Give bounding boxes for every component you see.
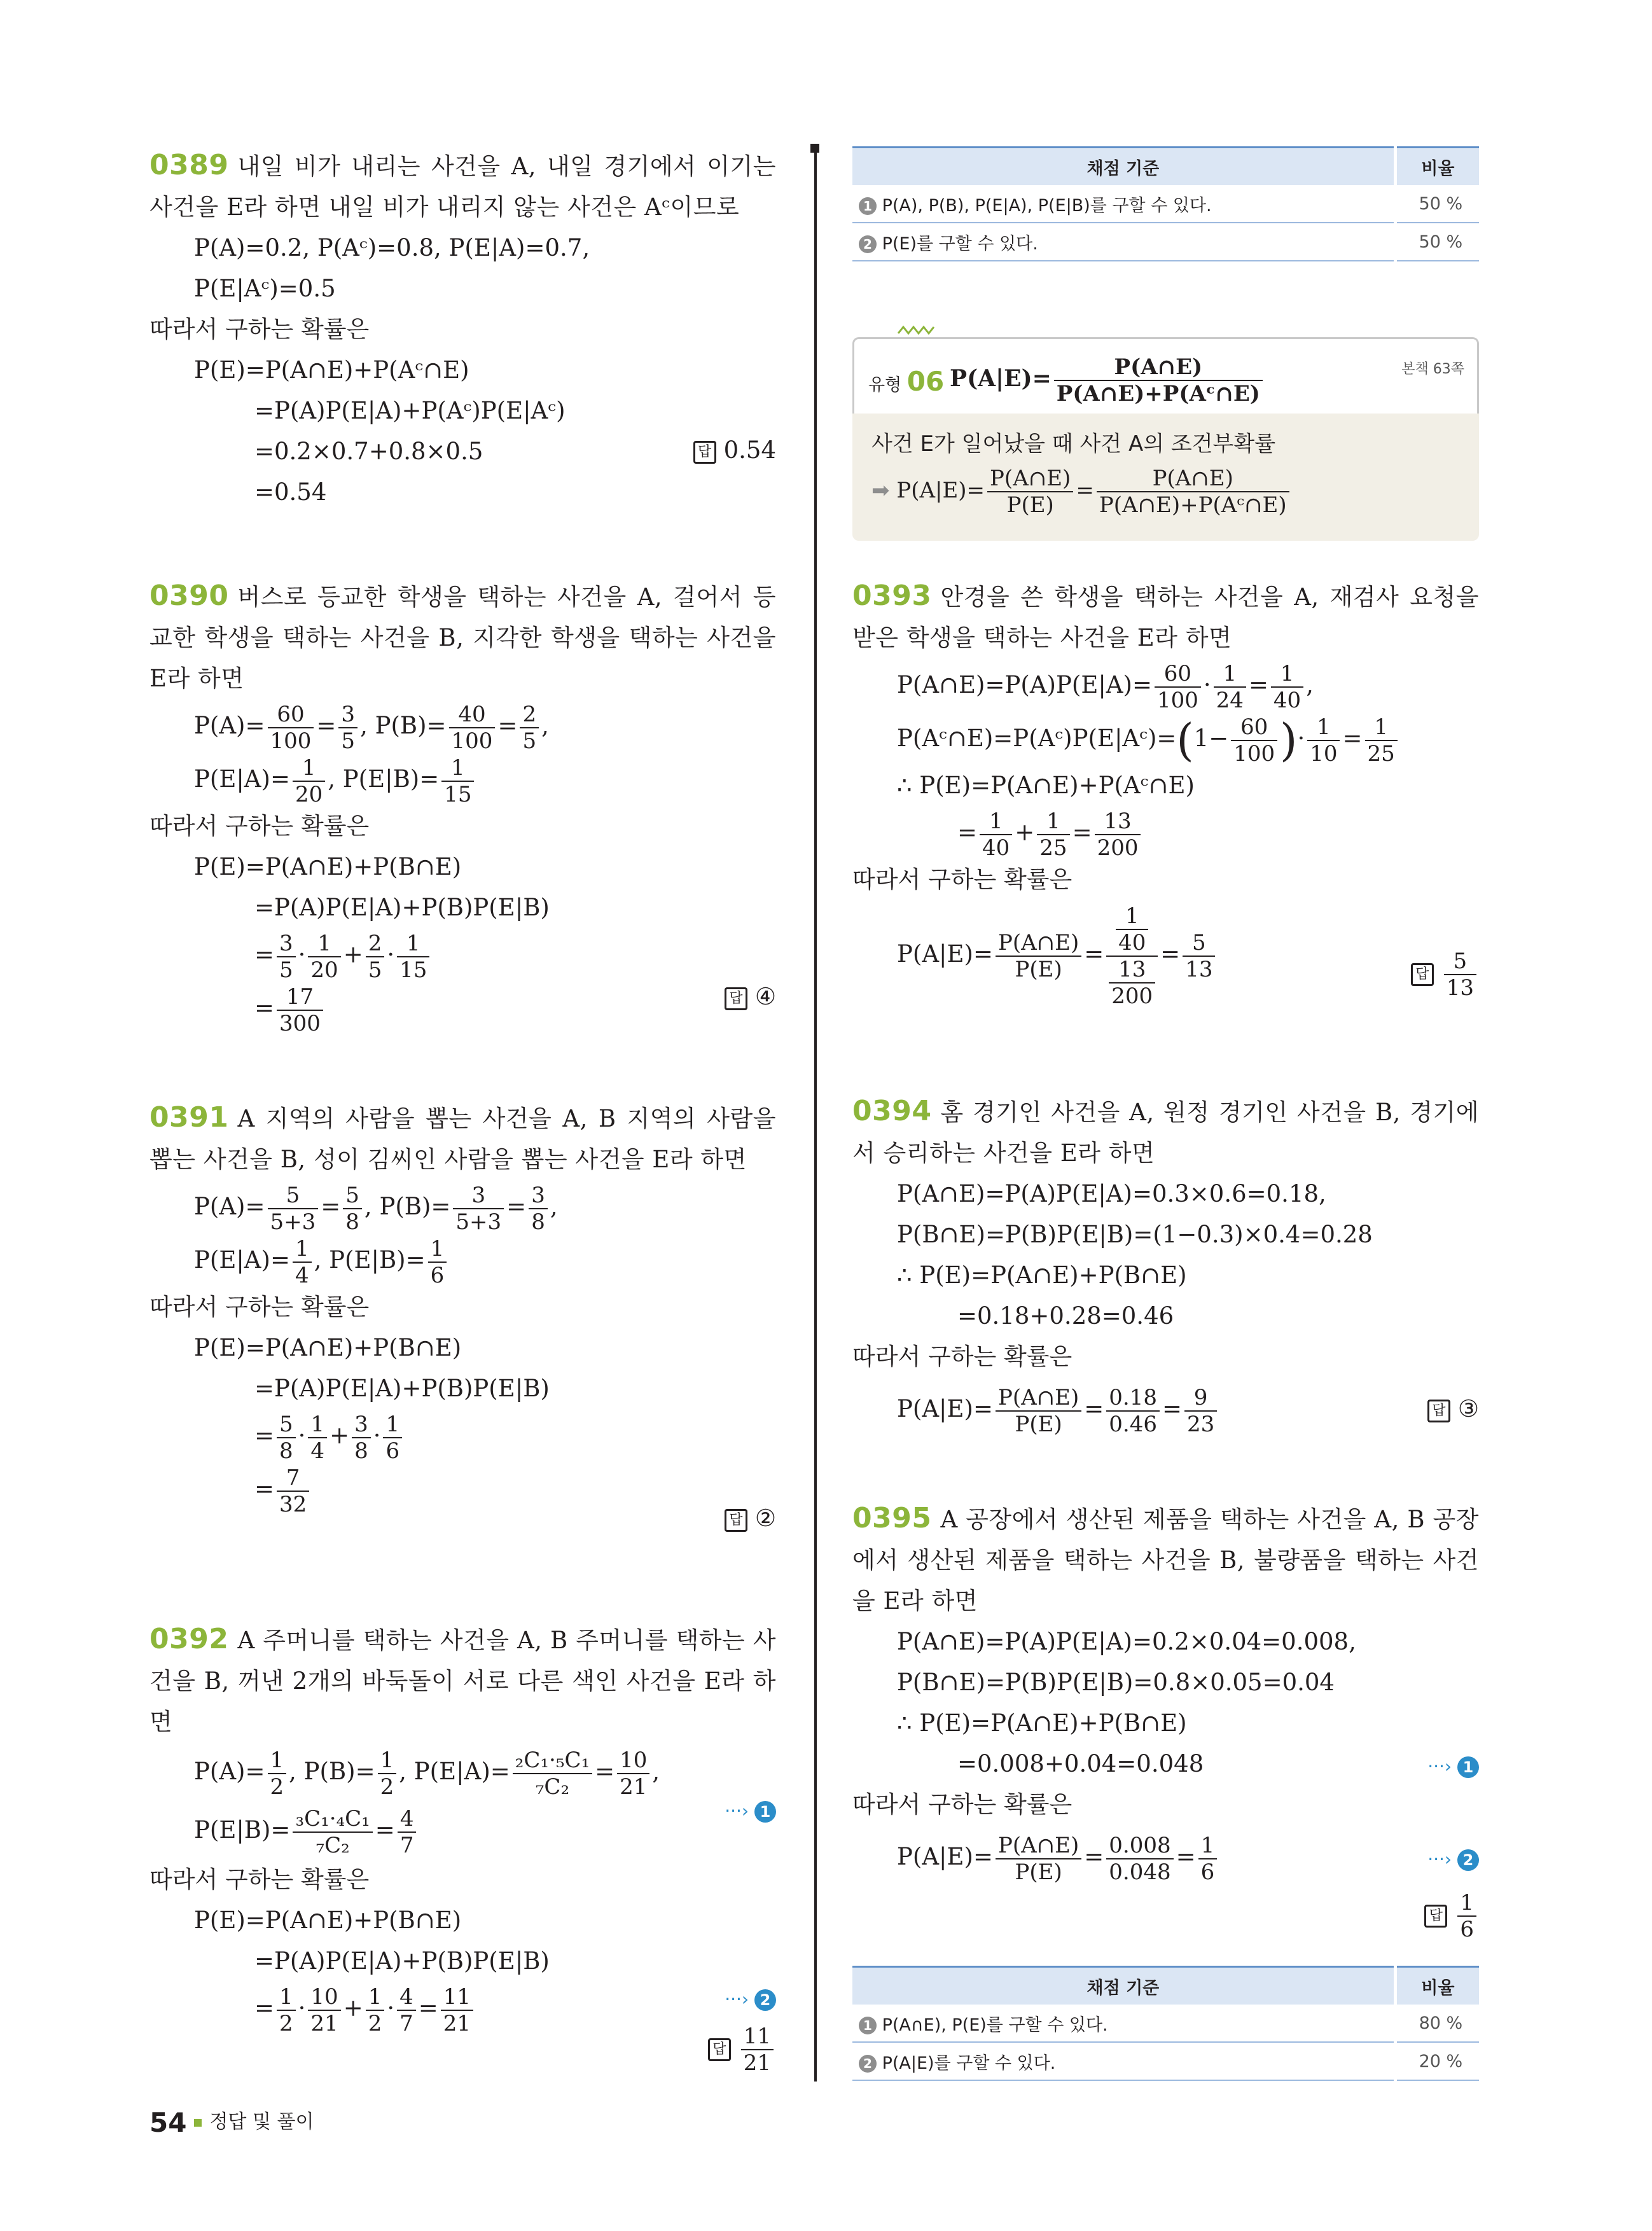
fraction: $\frac{1}{2}$ <box>268 1748 287 1800</box>
problem-0394 <box>852 1091 1479 1441</box>
type-box <box>852 337 1479 541</box>
answer-value: 0.54 <box>723 436 776 464</box>
text-line: 따라서 구하는 확률은 <box>149 1866 370 1893</box>
type-box-body <box>852 414 1479 541</box>
rubric-table <box>852 146 1479 261</box>
problem-intro: 버스로 등교한 학생을 택하는 사건을 A, 걸어서 등교한 학생을 택하는 사건을 B, 지각한 학생을 택하는 사건을 E라 하면 <box>149 583 776 692</box>
equation-line: P(A|E)= $\frac{P(A\cap E)}{P(E)}$ = $\frac{0.008}{0.048}$ = $\frac{1}{6}$ <box>852 1825 1479 1889</box>
equation-line: ∴ P(E)=P(A∩E)+P(Aᶜ∩E) <box>897 772 1195 799</box>
fraction: $\frac{4}{7}$ <box>397 1984 416 2036</box>
equation-line: P(E|A)= $\frac{1}{20}$ , P(E|B)= $\frac{1}{15}$ <box>149 753 776 806</box>
fraction: $\frac{60}{100}$ <box>268 702 314 754</box>
fraction: $\frac{1}{15}$ <box>441 755 474 807</box>
equation-line: P(B∩E)=P(B)P(E|B)=(1−0.3)×0.4=0.28 <box>897 1221 1373 1248</box>
fraction: $\frac{11}{21}$ <box>441 1984 473 2036</box>
fraction: $\frac{1}{24}$ <box>1214 661 1246 713</box>
equation-line: = $\frac{17}{300}$ <box>149 982 776 1035</box>
text-line: 따라서 구하는 확률은 <box>852 1791 1072 1818</box>
footer-title: 정답 및 풀이 <box>209 2111 314 2133</box>
fraction: $\frac{P(A\cap E)}{P(E)}$ <box>996 1385 1081 1437</box>
fraction: $\frac{1}{25}$ <box>1365 714 1398 767</box>
equation-line: P(B∩E)=P(B)P(E|B)=0.8×0.05=0.04 <box>897 1669 1335 1696</box>
page-number: 54 <box>149 2107 187 2138</box>
equation-line: P(E|A)= $\frac{1}{4}$ , P(E|B)= $\frac{1}{6}$ <box>149 1234 776 1287</box>
fraction: $\frac{60}{100}$ <box>1155 661 1201 713</box>
answer-box-icon: 답 <box>693 441 716 464</box>
equation-line: =P(A)P(E|A)+P(B)P(E|B) <box>254 1375 550 1402</box>
problem-0392 <box>149 1619 776 2076</box>
step-marker: ···› 1 <box>1427 1746 1479 1787</box>
fraction: $\frac{1}{15}$ <box>397 931 429 983</box>
problem-number: 0391 <box>149 1101 229 1134</box>
footer-square-icon <box>194 2119 202 2127</box>
problem-number: 0393 <box>852 580 932 612</box>
type-formula-detail: ➡ P(A|E)= $\frac{P(A\cap E)}{P(E)}$ = $\frac{P(A\cap E)}{\text{P(A∩E)+P(Aᶜ∩E)}}$ <box>871 466 1292 518</box>
type-description: 사건 E가 일어났을 때 사건 A의 조건부확률 <box>871 431 1276 457</box>
equation-line: P(E)=P(A∩E)+P(B∩E) <box>194 1334 462 1361</box>
answer-box-icon: 답 <box>725 987 747 1010</box>
equation-line: P(A∩E)=P(A)P(E|A)=0.2×0.04=0.008, <box>897 1628 1356 1655</box>
fraction: $\frac{1}{20}$ <box>308 931 340 983</box>
problem-intro: 안경을 쓴 학생을 택하는 사건을 A, 재검사 요청을 받은 학생을 택하는 사건을 E라 하면 <box>852 583 1479 651</box>
rubric-row: 1 P(A), P(B), P(E|A), P(E|B)를 구할 수 있다. 50 % <box>852 185 1479 223</box>
text-line: 따라서 구하는 확률은 <box>149 316 370 343</box>
equation-line: ∴ P(E)=P(A∩E)+P(B∩E) <box>897 1261 1187 1289</box>
step-marker-icon: 2 <box>859 235 877 253</box>
equation-line: P(A|E)= $\frac{P(A\cap E)}{P(E)}$ = $\frac{\frac{1}{40}}{\frac{13}{200}}$ = $\frac{5}{13}$ <box>852 900 1479 1008</box>
answer <box>725 976 776 1017</box>
fraction: $\frac{40}{100}$ <box>449 702 496 754</box>
fraction: $\frac{17}{300}$ <box>277 984 323 1036</box>
equation-line: =0.008+0.04=0.048 <box>957 1750 1204 1777</box>
fraction: $\frac{10}{21}$ <box>308 1984 340 2036</box>
equation-line: P(E)=P(A∩E)+P(Aᶜ∩E) <box>194 356 469 384</box>
step-marker-icon: 2 <box>1457 1849 1479 1871</box>
fraction: $\frac{0.008}{0.048}$ <box>1106 1833 1173 1885</box>
fraction: $\frac{4}{7}$ <box>398 1806 417 1858</box>
equation-line: = $\frac{1}{40}$ + $\frac{1}{25}$ = $\frac{13}{200}$ <box>852 806 1479 859</box>
answer-value: ③ <box>1457 1395 1479 1422</box>
equation-line: =P(A)P(E|A)+P(Aᶜ)P(E|Aᶜ) <box>254 397 566 424</box>
problem-intro: 홈 경기인 사건을 A, 원정 경기인 사건을 B, 경기에서 승리하는 사건을 E라 하면 <box>852 1099 1479 1167</box>
answer-box-icon: 답 <box>708 2038 731 2061</box>
type-reference: 본책 63쪽 <box>1401 361 1464 377</box>
rubric-header-ratio: 비율 <box>1395 148 1479 186</box>
equation-line: P(E|B)= $\frac{\text{₃C₁·₄C₁}}{\text{₇C₂}}$ = $\frac{4}{7}$ <box>149 1801 776 1859</box>
step-marker: ···› 2 <box>725 1979 776 2020</box>
fraction: $\frac{10}{21}$ <box>617 1748 649 1800</box>
problem-0395 <box>852 1498 1479 1942</box>
step-marker-icon: 1 <box>859 2017 877 2034</box>
answer-fraction: $\frac{1}{6}$ <box>1457 1890 1476 1942</box>
answer-fraction: $\frac{11}{21}$ <box>741 2024 774 2076</box>
fraction: $\frac{3}{5+3}$ <box>453 1183 504 1235</box>
fraction: $\frac{5}{13}$ <box>1183 930 1215 982</box>
answer <box>1427 1389 1479 1429</box>
fraction: $\frac{\text{₂C₁·₅C₁}}{\text{₇C₂}}$ <box>513 1748 592 1800</box>
fraction: $\frac{7}{32}$ <box>277 1465 309 1517</box>
fraction: $\frac{5}{8}$ <box>343 1183 362 1235</box>
rubric-table <box>852 1966 1479 2081</box>
fraction: $\frac{1}{40}$ <box>980 809 1012 861</box>
equation-line: P(E|Aᶜ)=0.5 <box>194 275 336 302</box>
fraction: $\frac{3}{5}$ <box>277 931 296 983</box>
complex-fraction: $\frac{\frac{1}{40}}{\frac{13}{200}}$ <box>1106 903 1158 1009</box>
fraction: $\frac{1}{40}$ <box>1271 661 1303 713</box>
step-marker: ···› 1 <box>725 1791 776 1831</box>
answer <box>708 2024 776 2076</box>
step-marker-icon: 1 <box>1457 1756 1479 1778</box>
equation-line: = $\frac{1}{2}$ · $\frac{10}{21}$ + $\frac{1}{2}$ · $\frac{4}{7}$ = $\frac{11}{21}$ <box>149 1982 776 2035</box>
equation-line: P(A)=0.2, P(Aᶜ)=0.8, P(E|A)=0.7, <box>194 234 590 261</box>
text-line: 따라서 구하는 확률은 <box>852 1343 1072 1370</box>
fraction: $\frac{1}{6}$ <box>1198 1833 1218 1885</box>
equation-line: =0.18+0.28=0.46 <box>957 1302 1174 1330</box>
fraction: $\frac{P(A\cap E)}{P(E)}$ <box>996 1833 1081 1885</box>
answer-value: ④ <box>754 983 776 1010</box>
arrow-right-icon: ➡ <box>871 478 890 503</box>
answer-value: ② <box>754 1505 776 1532</box>
step-marker: ···› 2 <box>1427 1839 1479 1880</box>
rubric-row: 2 P(E)를 구할 수 있다. 50 % <box>852 223 1479 261</box>
fraction: $\frac{1}{20}$ <box>293 755 325 807</box>
problem-intro: A 주머니를 택하는 사건을 A, B 주머니를 택하는 사건을 B, 꺼낸 2개의 바둑돌이 서로 다른 색인 사건을 E라 하면 <box>149 1627 776 1735</box>
column-divider <box>814 148 817 2082</box>
equation-line: P(E)=P(A∩E)+P(B∩E) <box>194 1907 462 1934</box>
fraction: $\frac{1}{2}$ <box>277 1984 296 2036</box>
type-box-header <box>852 337 1479 415</box>
equation-line: =P(A)P(E|A)+P(B)P(E|B) <box>254 894 550 921</box>
answer <box>725 1498 776 1539</box>
equation-line: P(A∩E)=P(A)P(E|A)=0.3×0.6=0.18, <box>897 1180 1326 1207</box>
equation-line: P(A∩E)=P(A)P(E|A)= $\frac{60}{100}$ · $\frac{1}{24}$ = $\frac{1}{40}$ , <box>897 660 1314 713</box>
fraction: $\frac{3}{8}$ <box>529 1183 548 1235</box>
equation-line: =0.2×0.7+0.8×0.5 <box>254 438 483 465</box>
fraction: $\frac{0.18}{0.46}$ <box>1106 1385 1160 1437</box>
rubric-row: 2 P(A|E)를 구할 수 있다. 20 % <box>852 2042 1479 2080</box>
problem-intro: A 공장에서 생산된 제품을 택하는 사건을 A, B 공장에서 생산된 제품을 택하는 사건을 B, 불량품을 택하는 사건을 E라 하면 <box>852 1506 1479 1615</box>
problem-0391 <box>149 1097 776 1532</box>
rubric-row: 1 P(A∩E), P(E)를 구할 수 있다. 80 % <box>852 2005 1479 2042</box>
fraction: $\frac{13}{200}$ <box>1095 809 1141 861</box>
equation-line: = $\frac{3}{5}$ · $\frac{1}{20}$ + $\frac{2}{5}$ · $\frac{1}{15}$ <box>149 928 776 982</box>
fraction: $\frac{1}{6}$ <box>428 1236 447 1288</box>
fraction: $\frac{60}{100}$ <box>1231 714 1277 767</box>
problem-number: 0395 <box>852 1502 932 1534</box>
answer-box-icon: 답 <box>1411 963 1434 986</box>
problem-0390 <box>149 576 776 1035</box>
rubric-header-criteria: 채점 기준 <box>852 148 1395 186</box>
equation-line: = $\frac{7}{32}$ <box>149 1463 776 1516</box>
type-formula: P(A|E)= $\frac{P(A\cap E)}{\text{P(A∩E)+P(Aᶜ∩E)}}$ <box>950 352 1265 407</box>
fraction: $\frac{5}{8}$ <box>277 1412 296 1464</box>
problem-number: 0392 <box>149 1623 229 1655</box>
fraction: $\frac{1}{4}$ <box>293 1236 312 1288</box>
fraction: $\frac{1}{4}$ <box>308 1412 327 1464</box>
fraction: $\frac{9}{23}$ <box>1184 1385 1217 1437</box>
fraction: $\frac{5}{5+3}$ <box>268 1183 319 1235</box>
problem-intro: A 지역의 사람을 뽑는 사건을 A, B 지역의 사람을 뽑는 사건을 B, 성이 김씨인 사람을 뽑는 사건을 E라 하면 <box>149 1105 776 1173</box>
answer-box-icon: 답 <box>1424 1905 1447 1928</box>
fraction: $\frac{3}{8}$ <box>352 1412 371 1464</box>
equation-line: =P(A)P(E|A)+P(B)P(E|B) <box>254 1947 550 1975</box>
problem-number: 0389 <box>149 149 229 181</box>
page-footer <box>149 2106 314 2138</box>
rubric-header-ratio: 비율 <box>1395 1967 1479 2005</box>
fraction: $\frac{1}{6}$ <box>383 1412 402 1464</box>
problem-0393 <box>852 576 1479 1008</box>
fraction: $\frac{2}{5}$ <box>366 931 385 983</box>
problem-number: 0394 <box>852 1095 932 1127</box>
fraction: $\frac{\text{₃C₁·₄C₁}}{\text{₇C₂}}$ <box>293 1806 372 1858</box>
equation-line: P(A)= $\frac{1}{2}$ , P(B)= $\frac{1}{2}$ , P(E|A)= $\frac{\text{₂C₁·₅C₁}}{\text{₇C₂}}$ = $\frac{10}{21}$ , <box>194 1747 660 1800</box>
text-line: 따라서 구하는 확률은 <box>149 812 370 840</box>
equation-line: = $\frac{5}{8}$ · $\frac{1}{4}$ + $\frac{3}{8}$ · $\frac{1}{6}$ <box>149 1409 776 1463</box>
problem-0389 <box>149 145 776 513</box>
type-label: 유형 06 <box>868 366 945 397</box>
fraction: $\frac{2}{5}$ <box>520 702 539 754</box>
answer <box>693 430 776 471</box>
wave-decoration-icon <box>897 323 935 337</box>
rubric-header-criteria: 채점 기준 <box>852 1967 1395 2005</box>
answer <box>1424 1890 1479 1942</box>
step-marker-icon: 1 <box>754 1801 776 1823</box>
equation-line: ∴ P(E)=P(A∩E)+P(B∩E) <box>897 1709 1187 1737</box>
equation-line: P(E)=P(A∩E)+P(B∩E) <box>194 853 462 880</box>
equation-line: P(Aᶜ∩E)=P(Aᶜ)P(E|Aᶜ)=(1− $\frac{60}{100}$ )· $\frac{1}{10}$ = $\frac{1}{25}$ <box>852 712 1479 765</box>
equation-line: P(A)= $\frac{5}{5+3}$ = $\frac{5}{8}$ , P(B)= $\frac{3}{5+3}$ = $\frac{3}{8}$ , <box>194 1182 558 1235</box>
text-line: 따라서 구하는 확률은 <box>852 866 1072 893</box>
fraction: $\frac{1}{2}$ <box>378 1748 397 1800</box>
fraction: $\frac{1}{2}$ <box>366 1984 385 2036</box>
equation-line: P(A|E)= $\frac{P(A\cap E)}{P(E)}$ = $\frac{0.18}{0.46}$ = $\frac{9}{23}$ <box>852 1377 1479 1441</box>
answer <box>1411 949 1479 1001</box>
step-marker-icon: 1 <box>859 197 877 215</box>
fraction: $\frac{1}{25}$ <box>1037 809 1069 861</box>
text-line: 따라서 구하는 확률은 <box>149 1293 370 1321</box>
step-marker-icon: 2 <box>754 1989 776 2011</box>
fraction: $\frac{P(A\cap E)}{P(E)}$ <box>996 930 1081 982</box>
fraction: $\frac{1}{10}$ <box>1307 714 1340 767</box>
answer-box-icon: 답 <box>1427 1400 1450 1422</box>
equation-line: =0.54 <box>254 478 327 506</box>
equation-line: P(A)= $\frac{60}{100}$ = $\frac{3}{5}$ , P(B)= $\frac{40}{100}$ = $\frac{2}{5}$ , <box>194 701 549 754</box>
step-marker-icon: 2 <box>859 2055 877 2073</box>
problem-intro: 내일 비가 내리는 사건을 A, 내일 경기에서 이기는 사건을 E라 하면 내일 비가 내리지 않는 사건은 Aᶜ이므로 <box>149 153 776 221</box>
fraction: $\frac{3}{5}$ <box>338 702 357 754</box>
answer-box-icon: 답 <box>725 1509 747 1532</box>
answer-fraction: $\frac{5}{13}$ <box>1444 949 1476 1001</box>
problem-number: 0390 <box>149 580 229 612</box>
